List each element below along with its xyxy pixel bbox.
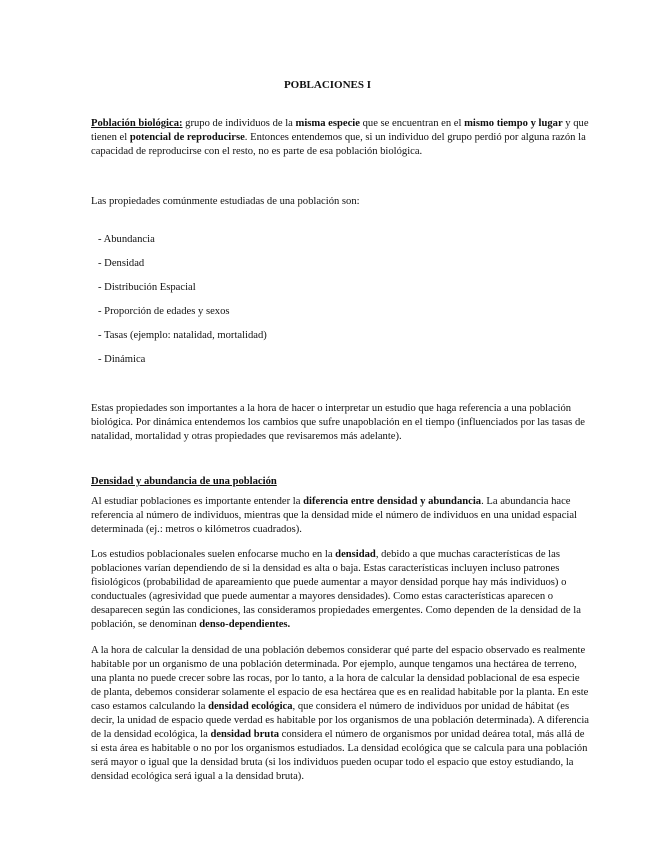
density-studies-paragraph: Los estudios poblacionales suelen enfocarse mucho en la densidad, debido a que muchas características de las poblaciones varían dependiendo de si la densidad es alta o baja. Estas características incluyen incluso patrones fisiológicos (probabilidad de apareamiento que puede aumentar a mayor densidad porque hay más individuos) o conductuales (agresividad que puede aumentar a mayores densidades). Como estas características aparecen o desaparecen según las condiciones, las consideramos propiedades emergentes. Como dependen de la densidad de la población, se denominan denso-dependientes. (91, 549, 581, 630)
properties-paragraph: Estas propiedades son importantes a la hora de hacer o interpretar un estudio que haga referencia a una población biológica. Por dinámica entendemos los cambios que sufre unapoblación en el tiempo (influenciados por las tasas de natalidad, mortalidad y otras propiedades que revisaremos más adelante). (91, 403, 585, 442)
list-item: - Abundancia (98, 234, 155, 245)
page-title: POBLACIONES I (283, 79, 372, 91)
definition-paragraph: Población biológica: grupo de individuos de la misma especie que se encuentran en el mismo tiempo y lugar y que tienen el potencial de reproducirse. Entonces entendemos que, si un individuo del grupo perdió por alguna razón la capacidad de reproducirse con el resto, no es parte de esa población biológica. (91, 118, 589, 157)
properties-intro: Las propiedades comúnmente estudiadas de una población son: (91, 196, 360, 207)
section-heading: Densidad y abundancia de una población (91, 476, 277, 487)
properties-list (98, 233, 267, 377)
list-item: - Densidad (98, 258, 145, 269)
definition-term: Población biológica: (91, 118, 183, 129)
density-abundance-paragraph: Al estudiar poblaciones es importante entender la diferencia entre densidad y abundancia. La abundancia hace referencia al número de individuos, mientras que la densidad mide el número de individuos en una unidad espacial determinada (ej.: metros o kilómetros cuadrados). (91, 496, 577, 535)
list-item: - Proporción de edades y sexos (98, 306, 230, 317)
list-item: - Distribución Espacial (98, 282, 196, 293)
list-item: - Tasas (ejemplo: natalidad, mortalidad) (98, 330, 267, 341)
list-item: - Dinámica (98, 354, 146, 365)
ecological-density-paragraph: A la hora de calcular la densidad de una población debemos considerar qué parte del espacio observado es realmente habitable por un organismo de una población determinada. Por ejemplo, aunque tengamos una hectárea de terreno, una planta no puede crecer sobre las rocas, por lo tanto, a la hora de calcular la densidad poblacional de esa especie de planta, debemos considerar solamente el espacio de esa hectárea que es en realidad habitable por la planta. En este caso estamos calculando la densidad ecológica, que considera el número de individuos por unidad de hábitat (es decir, la unidad de espacio quede verdad es habitable por los organismos de una población determinada). A diferencia de la densidad ecológica, la densidad bruta considera el número de organismos por unidad deárea total, más allá de si esta área es habitable o no por los organismos estudiados. La densidad ecológica que se calcula para una población será mayor o igual que la densidad bruta (si los individuos pueden ocupar todo el espacio que estoy estudiando, la densidad ecológica será igual a la densidad bruta). (91, 645, 589, 782)
